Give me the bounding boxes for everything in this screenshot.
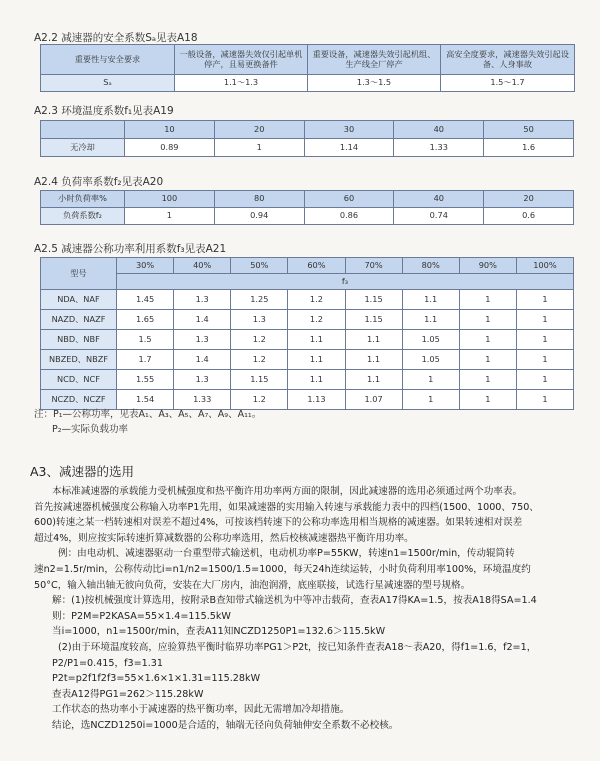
- table-cell: 1.45: [117, 290, 174, 310]
- paragraph-line: 结论，选NCZD1250i=1000是合适的，轴端无径向负荷轴伸安全系数不必校核。: [52, 719, 399, 731]
- section-heading-a25: A2.5 减速器公称功率利用系数f₃见表A21: [34, 243, 227, 255]
- table-header: 20: [214, 121, 304, 139]
- table-cell: 1: [459, 290, 516, 310]
- table-cell: 1.2: [288, 290, 345, 310]
- table-cell: 1.6: [484, 139, 574, 157]
- table-cell: 1.1: [288, 370, 345, 390]
- table-header: 80: [214, 191, 304, 208]
- table-header: 100: [125, 191, 215, 208]
- table-header: 40%: [174, 258, 231, 274]
- table-cell: 1: [516, 330, 573, 350]
- row-label: NBD、NBF: [41, 330, 117, 350]
- row-label: NDA、NAF: [41, 290, 117, 310]
- table-cell: 1.1: [345, 350, 402, 370]
- section-heading-a24: A2.4 负荷率系数f₂见表A20: [34, 176, 164, 188]
- table-cell: 1: [214, 139, 304, 157]
- paragraph-line: 600)转速之某一档转速相对误差不超过4%，可按该档转速下的公称功率选用相当规格的减速器。如果转速相对误差: [34, 517, 523, 529]
- temperature-factor-table: [40, 120, 574, 157]
- table-cell: 1.4: [174, 350, 231, 370]
- load-factor-table: [40, 190, 574, 225]
- table-header: 高安全度要求，减速器失效引起设备、人身事故: [441, 45, 575, 75]
- paragraph-line: P2/P1=0.415，f3=1.31: [52, 657, 163, 669]
- table-cell: 1.7: [117, 350, 174, 370]
- paragraph-line: 速n2=1.5r/min，公称传动比i=n1/n2=1500/1.5=1000，每天24h连续运转，小时负荷利用率100%，环境温度约: [34, 563, 531, 575]
- table-cell: 1.3: [174, 370, 231, 390]
- table-header: 40: [394, 121, 484, 139]
- row-label: NCZD、NCZF: [41, 390, 117, 410]
- table-cell: 1: [516, 390, 573, 410]
- table-header: 型号: [41, 258, 117, 290]
- table-cell: 1.3～1.5: [308, 75, 441, 92]
- power-utilization-table: [40, 257, 574, 410]
- table-header: 90%: [459, 258, 516, 274]
- table-cell: 1.65: [117, 310, 174, 330]
- section-heading-a22: A2.2 减速器的安全系数Sₐ见表A18: [34, 32, 198, 44]
- table-header: 重要设备，减速器失效引起机组、生产线全厂停产: [308, 45, 441, 75]
- table-cell: 1: [516, 350, 573, 370]
- table-cell: 1.55: [117, 370, 174, 390]
- paragraph-line: 解：(1)按机械强度计算选用，按附录B查知带式输送机为中等冲击载荷，查表A17得KA=1.5，按表A18得SA=1.4: [52, 595, 537, 607]
- table-cell: 1.07: [345, 390, 402, 410]
- table-cell: 1.2: [231, 390, 288, 410]
- row-label: 负荷系数f₂: [41, 208, 125, 225]
- table-header: 70%: [345, 258, 402, 274]
- table-cell: 1: [402, 370, 459, 390]
- table-cell: 1.1: [345, 370, 402, 390]
- table-cell: 1.15: [231, 370, 288, 390]
- row-label: NCD、NCF: [41, 370, 117, 390]
- a3-heading: A3、减速器的选用: [30, 464, 135, 479]
- paragraph-line: P2t=p2f1f2f3=55×1.6×1×1.31=115.28kW: [52, 673, 261, 685]
- paragraph-line: 查表A12得PG1=262＞115.28kW: [52, 688, 204, 700]
- table-cell: 1.2: [231, 330, 288, 350]
- paragraph-line: 50°C，输入轴出轴无彼向负荷，安装在大厂房内，油泡润滑，底座联接，试选行星减速器的型号规格。: [34, 579, 471, 591]
- table-cell: 1.33: [174, 390, 231, 410]
- table-cell: 1.1: [288, 350, 345, 370]
- paragraph-line: 首先按减速器机械强度公称输入功率P1先用，如果减速器的实用输入转速与承载能力表中的四档(1500、1000、750、: [34, 501, 539, 513]
- table-header: 60: [304, 191, 394, 208]
- row-label: NBZED、NBZF: [41, 350, 117, 370]
- table-header: 50%: [231, 258, 288, 274]
- table-cell: 1: [125, 208, 215, 225]
- paragraph-line: 例：由电动机、减速器驱动一台重型带式输送机，电动机功率P=55KW，转速n1=1500r/min，传动辊筒转: [58, 548, 515, 560]
- table-cell: 1: [402, 390, 459, 410]
- table-cell: 1.4: [174, 310, 231, 330]
- table-cell: 1: [459, 310, 516, 330]
- table-header: 30%: [117, 258, 174, 274]
- note-line-1: 注：P₁—公称功率，见表A₁、A₃、A₅、A₇、A₉、A₁₁。: [34, 409, 262, 420]
- paragraph-line: 当i=1000，n1=1500r/min，查表A11知NCZD1250P1=132.6＞115.5kW: [52, 626, 386, 638]
- table-header: f₃: [117, 274, 574, 290]
- table-header: 一般设备，减速器失效仅引起单机停产，且易更换备件: [175, 45, 308, 75]
- table-cell: 1.2: [231, 350, 288, 370]
- table-cell: 1: [459, 390, 516, 410]
- table-cell: 1: [459, 370, 516, 390]
- table-cell: 1: [459, 350, 516, 370]
- table-header: 80%: [402, 258, 459, 274]
- table-header: 30: [304, 121, 394, 139]
- table-cell: 1.54: [117, 390, 174, 410]
- paragraph-line: 则：P2M=P2KASA=55×1.4=115.5kW: [52, 610, 231, 622]
- safety-factor-table: [40, 44, 575, 92]
- table-cell: 1.3: [174, 330, 231, 350]
- table-cell: 1.1: [402, 310, 459, 330]
- table-cell: 1.2: [288, 310, 345, 330]
- table-cell: 0.74: [394, 208, 484, 225]
- table-cell: 1.3: [231, 310, 288, 330]
- table-header: 10: [125, 121, 215, 139]
- table-cell: 1: [516, 290, 573, 310]
- table-cell: 1.1: [345, 330, 402, 350]
- table-cell: 1.1: [288, 330, 345, 350]
- note-line-2: P₂—实际负载功率: [52, 424, 129, 435]
- table-cell: 1.13: [288, 390, 345, 410]
- row-label: NAZD、NAZF: [41, 310, 117, 330]
- table-cell: 1.05: [402, 330, 459, 350]
- paragraph-line: (2)由于环境温度较高，应验算热平衡时临界功率PG1＞P2t，按已知条件查表A18～表A20，得f1=1.6，f2=1，: [58, 641, 537, 653]
- table-header: 50: [484, 121, 574, 139]
- row-label: Sₐ: [41, 75, 175, 92]
- row-label: 无冷却: [41, 139, 125, 157]
- paragraph-line: 超过4%，则应按实际转速折算减数器的公称功率选用，然后校核减速器热平衡许用功率。: [34, 532, 414, 544]
- section-heading-a23: A2.3 环境温度系数f₁见表A19: [34, 105, 174, 117]
- table-cell: 1.1: [402, 290, 459, 310]
- table-cell: 1.5: [117, 330, 174, 350]
- paragraph-line: 本标准减速器的承载能力受机械强度和热平衡许用功率两方面的限制，因此减速器的选用必须通过两个功率表。: [52, 486, 523, 497]
- table-cell: 1.15: [345, 290, 402, 310]
- table-cell: 1: [459, 330, 516, 350]
- row-label: 小时负荷率%: [41, 191, 125, 208]
- table-cell: 0.6: [484, 208, 574, 225]
- table-cell: 1.05: [402, 350, 459, 370]
- table-cell: 1: [516, 310, 573, 330]
- table-cell: 1.25: [231, 290, 288, 310]
- table-cell: 0.86: [304, 208, 394, 225]
- table-header: 20: [484, 191, 574, 208]
- table-cell: 1.5～1.7: [441, 75, 575, 92]
- table-header: 60%: [288, 258, 345, 274]
- a3-body: [34, 484, 582, 734]
- paragraph-line: 工作状态的热功率小于减速器的热平衡功率，因此无需增加冷却措施。: [52, 704, 350, 716]
- table-cell: 1: [516, 370, 573, 390]
- table-cell: 1.15: [345, 310, 402, 330]
- table-header: 40: [394, 191, 484, 208]
- table-header-blank: [41, 121, 125, 139]
- table-cell: 0.89: [125, 139, 215, 157]
- table-cell: 0.94: [214, 208, 304, 225]
- table-cell: 1.1～1.3: [175, 75, 308, 92]
- table-cell: 1.33: [394, 139, 484, 157]
- table-cell: 1.3: [174, 290, 231, 310]
- table-cell: 1.14: [304, 139, 394, 157]
- table-header: 重要性与安全要求: [41, 45, 175, 75]
- table-header: 100%: [516, 258, 573, 274]
